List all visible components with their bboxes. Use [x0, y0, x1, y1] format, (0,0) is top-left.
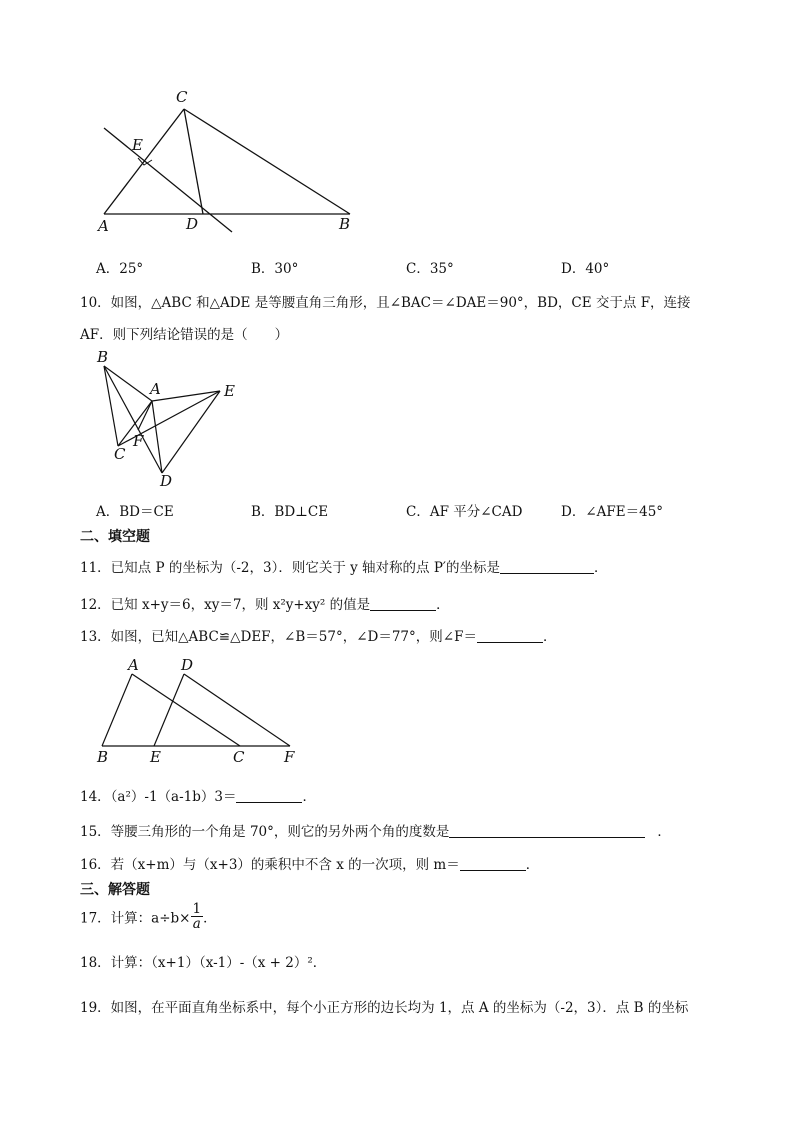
q10-option-b: B．BD⊥CE — [251, 504, 329, 520]
q11 — [80, 556, 607, 576]
q10-option-d: D．∠AFE＝45° — [561, 504, 664, 520]
section-fill-in-title: 二、填空题 — [80, 529, 150, 545]
q14-text: 14．（a²）-1（a-1b）3＝ — [80, 789, 237, 805]
label-C: C — [176, 88, 188, 106]
q14-answer-blank[interactable] — [236, 788, 302, 803]
q16 — [80, 853, 539, 873]
label-F: F — [133, 432, 144, 450]
q13-text: 13．如图，已知△ABC≌△DEF，∠B＝57°，∠D＝77°，则∠F＝ — [80, 629, 477, 645]
label-D: D — [186, 215, 199, 233]
section-answer-title: 三、解答题 — [80, 882, 150, 898]
segment-CB — [184, 109, 350, 214]
q11-end: ． — [593, 560, 608, 576]
q15-end: ． — [657, 824, 671, 840]
label-B: B — [97, 748, 109, 766]
label-D: D — [160, 472, 173, 490]
label-B: B — [339, 215, 351, 233]
q16-text: 16．若（x+m）与（x+3）的乘积中不含 x 的一次项，则 m＝ — [80, 857, 460, 873]
q9-option-d: D．40° — [561, 261, 610, 277]
q17 — [80, 902, 217, 931]
figure-q13 — [92, 654, 302, 768]
q17-prefix: 17．计算：a÷b× — [80, 910, 191, 927]
q13-end: ． — [542, 629, 557, 645]
label-E: E — [150, 748, 161, 766]
q16-end: ． — [525, 857, 540, 873]
q15 — [80, 820, 671, 840]
q9-option-a: A．25° — [96, 261, 144, 277]
q17-end: ． — [203, 910, 217, 927]
q9-option-b: B．30° — [251, 261, 299, 277]
q17-fraction — [191, 902, 204, 931]
q14 — [80, 785, 316, 805]
q10-option-a: A．BD＝CE — [96, 504, 174, 520]
label-A: A — [98, 217, 109, 235]
label-F: F — [284, 748, 295, 766]
q10-option-c: C．AF 平分∠CAD — [406, 504, 523, 520]
q16-answer-blank[interactable] — [460, 856, 526, 871]
segment-CD — [184, 109, 203, 214]
q11-text: 11．已知点 P 的坐标为（-2，3）．则它关于 y 轴对称的点 P′的坐标是 — [80, 560, 500, 576]
q12-text: 12．已知 x+y＝6，xy＝7，则 x²y+xy² 的值是 — [80, 597, 371, 613]
label-E: E — [224, 382, 235, 400]
q9-options — [96, 257, 716, 275]
label-E: E — [132, 136, 143, 154]
q12-end: ． — [436, 597, 450, 613]
label-A: A — [150, 380, 161, 398]
q15-answer-blank[interactable] — [449, 823, 645, 838]
q17-denominator: a — [192, 916, 201, 932]
q10-line1: 10．如图，△ABC 和△ADE 是等腰直角三角形，且∠BAC＝∠DAE＝90°，BD，CE 交于点 F，连接 — [80, 295, 691, 311]
line-ED — [104, 128, 232, 232]
q13 — [80, 625, 556, 645]
label-D: D — [181, 656, 194, 674]
label-B: B — [97, 348, 109, 366]
q10-options — [96, 500, 716, 518]
q17-numerator: 1 — [192, 901, 202, 917]
q14-end: ． — [302, 789, 316, 805]
label-C: C — [233, 748, 245, 766]
q10-line2: AF．则下列结论错误的是（ ） — [80, 327, 289, 343]
q18: 18．计算：（x+1）（x-1）-（x + 2）²． — [80, 955, 327, 971]
q9-option-c: C．35° — [406, 261, 454, 277]
q12-answer-blank[interactable] — [370, 596, 436, 611]
figure-q10 — [90, 346, 250, 491]
q15-text: 15．等腰三角形的一个角是 70°，则它的另外两个角的度数是 — [80, 824, 450, 840]
q11-answer-blank[interactable] — [500, 559, 594, 574]
segment-AC — [104, 109, 184, 214]
label-A: A — [128, 656, 139, 674]
q13-answer-blank[interactable] — [477, 628, 543, 643]
figure-q9 — [96, 86, 366, 236]
q12 — [80, 593, 450, 613]
q19: 19．如图，在平面直角坐标系中，每个小正方形的边长均为 1，点 A 的坐标为（-2，3）．点 B 的坐标 — [80, 1000, 689, 1016]
label-C: C — [114, 445, 126, 463]
